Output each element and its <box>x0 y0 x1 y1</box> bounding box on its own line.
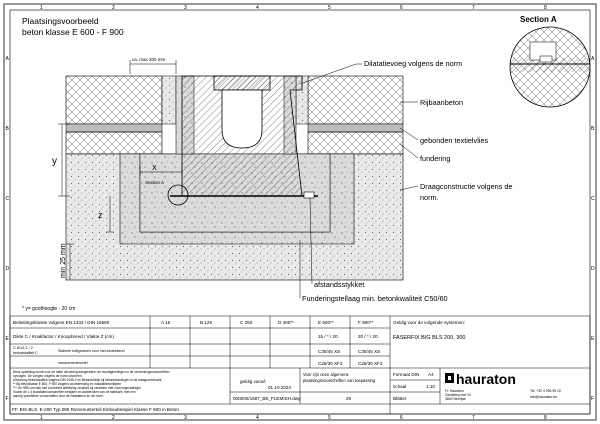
label-dilatatie: Dilatatievoeg volgens de norm <box>364 59 463 68</box>
footnote: * y= goothoogte - 20 cm <box>22 306 76 312</box>
note-5: *** De HRD-oervlak met voorbeeld afdekking verplicht bij vereisten met voorzorgmaatregel <box>13 386 141 390</box>
grid-col-4: 4 <box>256 5 259 11</box>
company-name: hauraton <box>456 371 516 387</box>
row2-f900: 20 / * / 20 <box>358 334 378 339</box>
grid-row-b-right: B <box>591 126 595 132</box>
row4-label: zandcementmortel <box>58 361 88 365</box>
road-concrete-right <box>308 76 403 124</box>
grid-col-3: 3 <box>184 5 187 11</box>
geldig-tot-value: 01.10.2024 <box>268 385 291 390</box>
grid-col-5-bottom: 5 <box>328 415 331 421</box>
label-draag-1: Draagconstructie volgens de <box>420 182 513 191</box>
grid-row-c: C <box>5 196 10 202</box>
section-a-callout: Section A <box>145 180 165 185</box>
phone: Tel: +32 4 296 95 10 <box>530 389 561 393</box>
dim-x-label: X <box>152 165 157 172</box>
dim-top-label: ca. max 200 mm <box>132 57 166 62</box>
class-a15: A 15 <box>161 320 171 325</box>
dim-z-label: z <box>98 210 103 220</box>
row3-label: C 8/10-1 / 2 <box>13 346 33 350</box>
class-d400: D 400** <box>278 320 294 325</box>
class-e600: E 600** <box>318 320 334 325</box>
foundation-left <box>66 132 162 154</box>
title-line2: beton klasse E 600 - F 900 <box>22 27 124 37</box>
cross-section <box>66 76 403 280</box>
geldig-label: Geldig voor de volgende systemen: <box>393 320 466 325</box>
textile-right <box>308 124 403 132</box>
row2-e600: 15 / * / 20 <box>318 334 338 339</box>
grid-row-f: F <box>5 396 9 402</box>
grid-col-5: 5 <box>328 5 331 11</box>
grid-row-e-right: E <box>591 336 595 342</box>
grid-col-1: 1 <box>40 5 43 11</box>
schaal-label: schaal <box>393 384 407 389</box>
row3-e600: C35/45 XS <box>318 349 341 354</box>
spacer-block <box>304 192 314 198</box>
row4-f900: C25/30 XF3 <box>358 361 383 366</box>
expansion-joint-left <box>162 76 176 124</box>
grid-row-a: A <box>5 56 9 62</box>
grid-col-3-bottom: 3 <box>184 415 187 421</box>
grid-col-7-bottom: 7 <box>472 415 475 421</box>
label-funderings: Funderingstellaag min. betonkwaliteit C50/60 <box>302 294 448 303</box>
row2-label: Dikte C / Knakfactor / Knoopbreed / Vlakte Z (cm) <box>13 334 114 339</box>
grid-col-8-bottom: 8 <box>544 415 547 421</box>
section-a-title: Section A <box>520 15 557 24</box>
grid-col-6: 6 <box>400 5 403 11</box>
grid-col-2-bottom: 2 <box>112 415 115 421</box>
geldig-value: FASERFIX BIG BLS 200, 300 <box>393 335 466 341</box>
note-1: Deze opstelling wordt voor de natte uitvoering aangeraden; de montagerelingen in de verwerkingsvoorschriften <box>13 370 170 374</box>
grid-col-7: 7 <box>472 5 475 11</box>
format-label: Formaat DIN <box>393 372 420 377</box>
email: info@hauraton.be <box>530 395 558 399</box>
hauraton-logo <box>445 371 516 387</box>
row1-label: Belastingsklasse volgens EN 1433 / DIN 19580 <box>13 320 110 325</box>
label-afstand: afstandsstykket <box>314 280 365 289</box>
row3-f900: C35/45 XS <box>358 349 381 354</box>
label-textiel: gebonden textielvlies <box>420 136 489 145</box>
dim-min25-label: min 25 mm <box>60 243 67 278</box>
schaal-value: 1:10 <box>426 384 435 389</box>
grid-row-b: B <box>5 126 9 132</box>
row3-sub: betonkwaliteit C <box>13 351 38 355</box>
class-b125: B 125 <box>200 320 213 325</box>
grid-col-6-bottom: 6 <box>400 415 403 421</box>
grid-row-d-right: D <box>591 266 595 272</box>
grid-row-c-right: C <box>591 196 595 202</box>
geldig-tot-label: geldig vanaf: <box>240 379 267 384</box>
page-number: 29 <box>346 396 352 401</box>
row4-e600: C25/30 XF3 <box>318 361 343 366</box>
section-a-detail <box>505 25 595 115</box>
grid-row-a-right: A <box>591 56 595 62</box>
dim-y-label: y <box>52 156 57 167</box>
foundation-right <box>308 132 403 154</box>
row3-desc: Stabiele tottlgreanen voor niet-bedekkend <box>58 349 125 353</box>
class-f900: F 900** <box>358 320 374 325</box>
grid-col-1-bottom: 1 <box>40 415 43 421</box>
label-draag-2: norm. <box>420 193 439 202</box>
address-1: Fr. Hauraton <box>445 389 464 393</box>
grid-row-d: D <box>5 266 10 272</box>
address-2: Zandberg met 24 <box>445 393 471 397</box>
grid-col-8: 8 <box>544 5 547 11</box>
disclaimer-2: plaatsingsvoorschriften van toepassing <box>303 378 376 383</box>
grid-col-2: 2 <box>112 5 115 11</box>
label-rijbaan: Rijbaanbeton <box>420 98 464 107</box>
grid-row-e: E <box>5 336 9 342</box>
title-line1: Plaatsingsvoorbeeld <box>22 16 99 26</box>
grid-col-4-bottom: 4 <box>256 415 259 421</box>
road-concrete-left <box>66 76 162 124</box>
grid-row-f-right: F <box>591 396 595 402</box>
note-6: Vooraf de 1.4 installatievoorschriften bekijken en aanbevolen van de fabrikant, met een <box>13 390 136 394</box>
address-3: 4840 Neerijse <box>445 397 466 401</box>
grating <box>214 76 270 90</box>
note-7: aanleg specifieker voorschriften door de installateur en de norm. <box>13 394 104 398</box>
class-c250: C 250 <box>240 320 253 325</box>
disclaimer-1: Voor zijn onze algemene <box>303 372 349 377</box>
note-4: ** Bij betonklasse E 600, F 900 volgens voorbereiding en installatierichtlijnen <box>13 382 122 386</box>
format-value: A4 <box>428 372 434 377</box>
note-2: opvolgen. De voegen volgens de norm uitvoeren. <box>13 374 83 378</box>
drawing-number: 000000/1687_BE_FLEMISH.dwg <box>233 396 301 401</box>
deel-label: Blätter <box>393 396 407 401</box>
bottom-title: FF. BIS BLS. E-200 Typ 090 Rinnenunterteil Einbaubeispiel Klasse F 600 in Beton <box>12 407 179 412</box>
textile-left <box>66 124 162 132</box>
label-fundering: fundering <box>420 154 451 163</box>
note-3: Uitvoering betonkwaliteit volgens DIN 1045-2 en Betonrichtlijn bij betonbelastingen in de draagconstructie <box>13 378 162 382</box>
channel-invert <box>222 90 262 148</box>
